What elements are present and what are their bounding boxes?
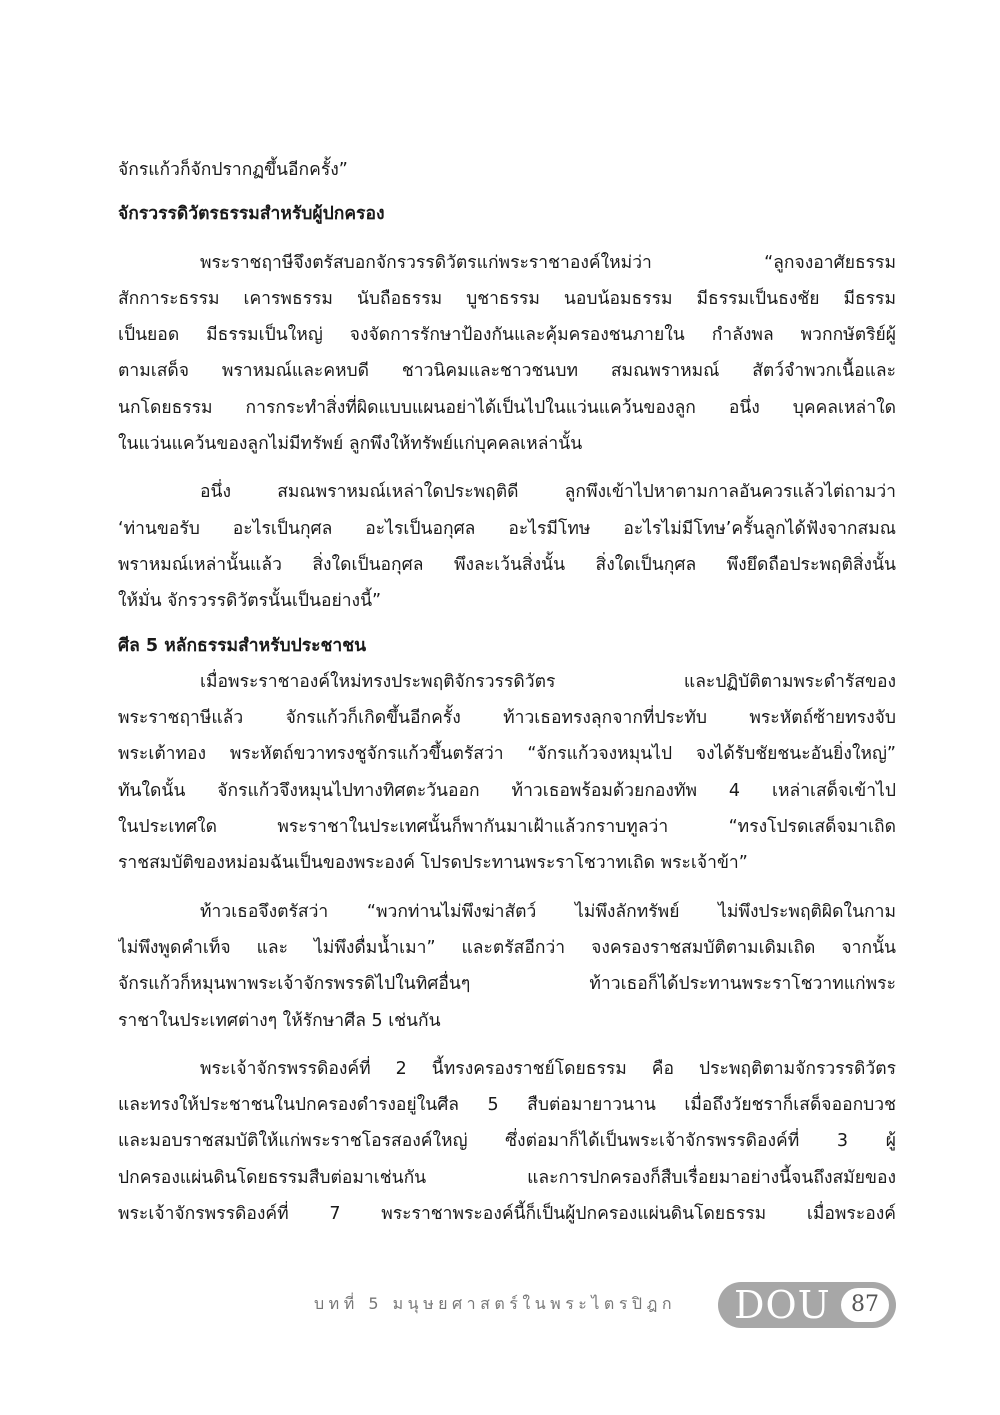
section-heading: ศีล 5 หลักธรรมสำหรับประชาชน (118, 635, 367, 656)
body-line: ในประเทศใด พระราชาในประเทศนั้นก็พากันมาเฝ้าแล้วกราบทูลว่า “ทรงโปรดเสด็จมาเถิด (118, 817, 896, 838)
dou-logo: DOU (734, 1283, 831, 1327)
body-line: นกโดยธรรม การกระทำสิ่งที่ผิดแบบแผนอย่าได้เป็นไปในแว่นแคว้นของลูก อนึ่ง บุคคลเหล่าใด (118, 397, 896, 418)
chapter-title: บทที่ 5 มนุษยศาสตร์ในพระไตรปิฎก (314, 1294, 676, 1313)
section-heading: จักรวรรดิวัตรธรรมสำหรับผู้ปกครอง (118, 204, 385, 225)
body-line: และทรงให้ประชาชนในปกครองดำรงอยู่ในศีล 5 สืบต่อมายาวนาน เมื่อถึงวัยชราก็เสด็จออกบวช (118, 1095, 896, 1116)
body-line: และมอบราชสมบัติให้แก่พระราชโอรสองค์ใหญ่ ซึ่งต่อมาก็ได้เป็นพระเจ้าจักรพรรดิองค์ที่ 3 ผู้ (118, 1131, 896, 1152)
body-line: อนึ่ง สมณพราหมณ์เหล่าใดประพฤติดี ลูกพึงเข้าไปหาตามกาลอันควรแล้วไต่ถามว่า (200, 482, 896, 503)
paragraph (118, 894, 896, 1039)
body-line: จักรแก้วก็หมุนพาพระเจ้าจักรพรรดิไปในทิศอื่นๆ ท้าวเธอก็ได้ประทานพระราโชวาทแก่พระ (118, 974, 896, 995)
body-line: สักการะธรรม เคารพธรรม นับถือธรรม บูชาธรรม นอบน้อมธรรม มีธรรมเป็นธงชัย มีธรรม (118, 288, 896, 309)
body-line: ราชสมบัติของหม่อมฉันเป็นของพระองค์ โปรดประทานพระราโชวาทเถิด พระเจ้าข้า” (118, 853, 748, 874)
body-line: เมื่อพระราชาองค์ใหม่ทรงประพฤติจักรวรรดิวัตร และปฏิบัติตามพระดำรัสของ (200, 671, 896, 692)
dou-badge (718, 1282, 896, 1328)
paragraph (118, 245, 896, 463)
page-body (118, 152, 896, 1232)
body-line: พระราชฤาษีจึงตรัสบอกจักรวรรดิวัตรแก่พระราชาองค์ใหม่ว่า “ลูกจงอาศัยธรรม (200, 252, 896, 273)
body-line: พระเจ้าจักรพรรดิองค์ที่ 7 พระราชาพระองค์นี้ก็เป็นผู้ปกครองแผ่นดินโดยธรรม เมื่อพระองค์ (118, 1204, 896, 1225)
body-line: พระเจ้าจักรพรรดิองค์ที่ 2 นี้ทรงครองราชย์โดยธรรม คือ ประพฤติตามจักรวรรดิวัตร (200, 1058, 896, 1079)
body-line: พระเต้าทอง พระหัตถ์ขวาทรงชูจักรแก้วขึ้นตรัสว่า “จักรแก้วจงหมุนไป จงได้รับชัยชนะอันยิ่งใหญ่” (118, 744, 896, 765)
page-footer (300, 1282, 900, 1332)
paragraph (118, 664, 896, 882)
body-line: ในแว่นแคว้นของลูกไม่มีทรัพย์ ลูกพึงให้ทรัพย์แก่บุคคลเหล่านั้น (118, 434, 583, 455)
body-line: ให้มั่น จักรวรรดิวัตรนั้นเป็นอย่างนี้” (118, 591, 382, 612)
body-line: ไม่พึงพูดคำเท็จ และ ไม่พึงดื่มน้ำเมา” และตรัสอีกว่า จงครองราชสมบัติตามเดิมเถิด จากนั้น (118, 937, 896, 958)
body-line: พระราชฤาษีแล้ว จักรแก้วก็เกิดขึ้นอีกครั้ง ท้าวเธอทรงลุกจากที่ประทับ พระหัตถ์ซ้ายทรงจับ (118, 708, 896, 729)
body-line: ทันใดนั้น จักรแก้วจึงหมุนไปทางทิศตะวันออก ท้าวเธอพร้อมด้วยกองทัพ 4 เหล่าเสด็จเข้าไป (118, 780, 896, 801)
body-line: ท้าวเธอจึงตรัสว่า “พวกท่านไม่พึงฆ่าสัตว์ ไม่พึงลักทรัพย์ ไม่พึงประพฤติผิดในกาม (200, 901, 896, 922)
body-line: พราหมณ์เหล่านั้นแล้ว สิ่งใดเป็นอกุศล พึงละเว้นสิ่งนั้น สิ่งใดเป็นกุศล พึงยึดถือประพฤติสิ่งนั้น (118, 554, 896, 575)
body-line: ‘ท่านขอรับ อะไรเป็นกุศล อะไรเป็นอกุศล อะไรมีโทษ อะไรไม่มีโทษ’ครั้นลูกได้ฟังจากสมณ (118, 518, 896, 539)
paragraph (118, 474, 896, 619)
page-number: 87 (841, 1288, 889, 1322)
body-line: จักรแก้วก็จักปรากฏขึ้นอีกครั้ง” (118, 160, 348, 180)
paragraph (118, 1051, 896, 1232)
body-line: ตามเสด็จ พราหมณ์และคหบดี ชาวนิคมและชาวชนบท สมณพราหมณ์ สัตว์จำพวกเนื้อและ (118, 361, 896, 382)
body-line: ปกครองแผ่นดินโดยธรรมสืบต่อมาเช่นกัน และการปกครองก็สืบเรื่อยมาอย่างนี้จนถึงสมัยของ (118, 1167, 896, 1188)
body-line: เป็นยอด มีธรรมเป็นใหญ่ จงจัดการรักษาป้องกันและคุ้มครองชนภายใน กำลังพล พวกกษัตริย์ผู้ (118, 325, 896, 346)
body-line: ราชาในประเทศต่างๆ ให้รักษาศีล 5 เช่นกัน (118, 1010, 441, 1031)
